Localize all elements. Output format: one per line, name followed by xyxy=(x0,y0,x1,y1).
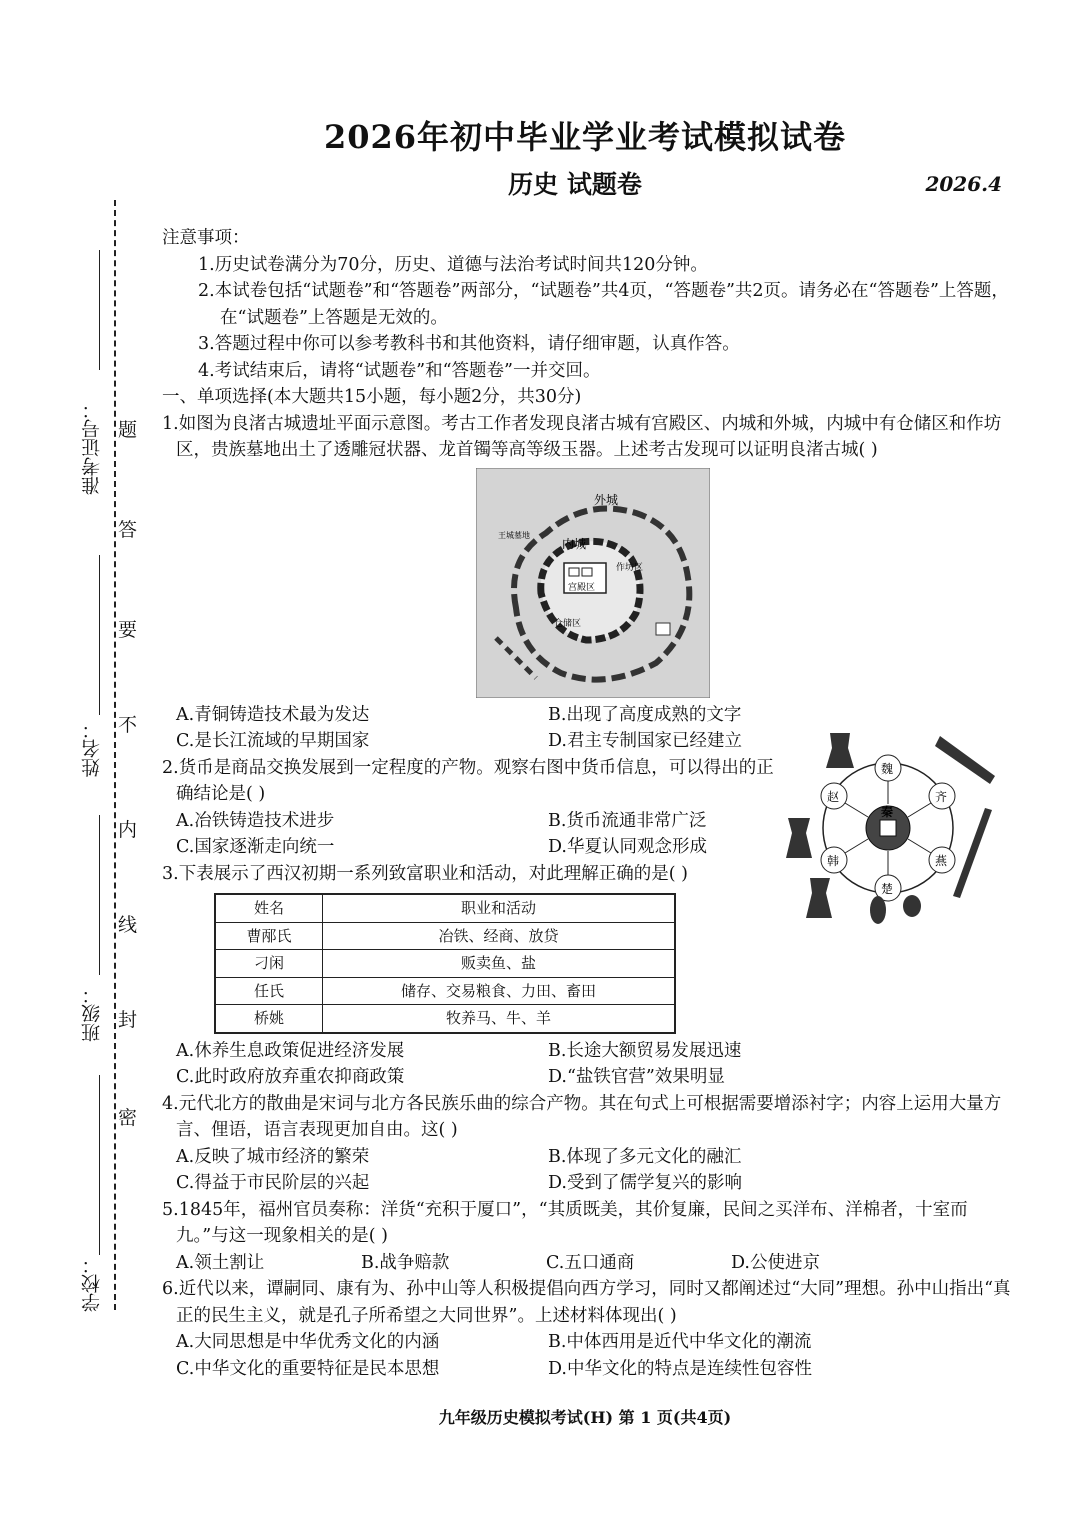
seal-char: 内 xyxy=(118,819,138,841)
option-b[interactable]: B.长途大额贸易发展迅速 xyxy=(548,1040,742,1061)
map-label: 仓储区 xyxy=(554,618,582,629)
option-b[interactable]: B.战争赔款 xyxy=(361,1252,450,1273)
option-d[interactable]: D.受到了儒学复兴的影响 xyxy=(548,1173,742,1193)
school-label: 学校： xyxy=(81,1255,103,1312)
notice-item: 3.答题过程中你可以参考教科书和其他资料，请仔细审题，认真作答。 xyxy=(198,334,740,354)
table-header: 姓名 xyxy=(215,894,323,922)
map-label: 王城墓地 xyxy=(498,530,530,540)
coin-diagram xyxy=(770,728,1002,928)
map-label: 作坊区 xyxy=(616,562,644,573)
section-heading: 一、单项选择(本大题共15小题，每小题2分，共30分) xyxy=(162,387,582,407)
notice-item: 1.历史试卷满分为70分，历史、道德与法治考试时间共120分钟。 xyxy=(198,254,708,275)
table-cell: 牧养马、牛、羊 xyxy=(323,1005,676,1033)
name-label: 姓名： xyxy=(81,720,103,777)
options-q6 xyxy=(162,1329,1020,1382)
notice-item: 2.本试卷包括“试题卷”和“答题卷”两部分，“试题卷”共4页，“答题卷”共2页。请务必在“答题卷”上答题，在“试题卷”上答题是无效的。 xyxy=(198,281,1009,328)
option-c[interactable]: C.得益于市民阶层的兴起 xyxy=(176,1173,370,1193)
coin-state-label: 楚 xyxy=(881,882,894,896)
question-4: 4.元代北方的散曲是宋词与北方各民族乐曲的综合产物。其在句式上可根据需要增添衬字；内容上运用大量方言、俚语，语言表现更加自由。这( ) xyxy=(162,1093,1002,1140)
seal-char: 密 xyxy=(118,1107,138,1129)
table-row xyxy=(215,1005,675,1033)
options-q5 xyxy=(162,1250,1020,1277)
option-c[interactable]: C.中华文化的重要特征是民本思想 xyxy=(176,1358,440,1379)
map-label: 外城 xyxy=(594,492,619,507)
occupation-table xyxy=(214,893,676,1034)
name-line xyxy=(99,555,100,715)
option-a[interactable]: A.休养生息政策促进经济发展 xyxy=(176,1040,405,1061)
table-row xyxy=(215,922,675,950)
option-d[interactable]: D.“盐铁官营”效果明显 xyxy=(548,1067,725,1087)
table-row xyxy=(215,977,675,1005)
seal-char: 要 xyxy=(118,619,138,641)
question-2: 2.货币是商品交换发展到一定程度的产物。观察右图中货币信息，可以得出的正确结论是( ) xyxy=(162,757,774,804)
option-b[interactable]: B.中体西用是近代中华文化的潮流 xyxy=(548,1332,812,1352)
option-d[interactable]: D.公使进京 xyxy=(731,1252,820,1273)
coin-state-label: 魏 xyxy=(881,762,894,776)
class-line xyxy=(99,815,100,975)
coin-state-label: 韩 xyxy=(827,854,840,868)
option-c[interactable]: C.此时政府放弃重农抑商政策 xyxy=(176,1067,405,1087)
exam-date: 2026.4 xyxy=(925,172,1002,196)
seal-char: 线 xyxy=(118,914,138,936)
page-footer: 九年级历史模拟考试(H) 第 1 页(共4页) xyxy=(438,1408,732,1427)
option-a[interactable]: A.青铜铸造技术最为发达 xyxy=(176,704,370,725)
seal-char: 答 xyxy=(118,519,138,541)
option-d[interactable]: D.君主专制国家已经建立 xyxy=(548,731,742,751)
seal-char: 题 xyxy=(118,419,138,441)
page-title: 2026年初中毕业学业考试模拟试卷 xyxy=(323,118,847,156)
option-b[interactable]: B.货币流通非常广泛 xyxy=(548,810,707,831)
question-6: 6.近代以来，谭嗣同、康有为、孙中山等人积极提倡向西方学习，同时又都阐述过“大同”理想。孙中山指出“真正的民生主义，就是孔子所希望之大同世界”。上述材料体现出( ) xyxy=(162,1279,1011,1326)
option-a[interactable]: A.反映了城市经济的繁荣 xyxy=(176,1146,370,1167)
notice-item: 4.考试结束后，请将“试题卷”和“答题卷”一并交回。 xyxy=(198,360,601,381)
option-c[interactable]: C.国家逐渐走向统一 xyxy=(176,837,335,857)
question-1: 1.如图为良渚古城遗址平面示意图。考古工作者发现良渚古城有宫殿区、内城和外城，内城中有仓储区和作坊区，贵族墓地出土了透雕冠状器、龙首镯等高等级玉器。上述考古发现可以证明良渚古城( ) xyxy=(162,413,1002,460)
option-a[interactable]: A.冶铁铸造技术进步 xyxy=(176,810,335,831)
table-cell: 刁闲 xyxy=(215,950,323,978)
option-d[interactable]: D.华夏认同观念形成 xyxy=(548,837,707,857)
binding-line xyxy=(114,200,116,1310)
option-a[interactable]: A.领土割让 xyxy=(176,1252,265,1273)
option-c[interactable]: C.是长江流域的早期国家 xyxy=(176,731,370,751)
coin-state-label: 赵 xyxy=(827,790,840,804)
seal-char: 不 xyxy=(118,714,138,736)
school-line xyxy=(99,1075,100,1255)
map-label: 宫殿区 xyxy=(568,582,596,593)
admission-number-label: 准考证号： xyxy=(81,400,103,495)
admission-number-line xyxy=(99,250,100,370)
class-label: 班级： xyxy=(81,985,103,1042)
option-b[interactable]: B.体现了多元文化的融汇 xyxy=(548,1146,742,1167)
table-row xyxy=(215,950,675,978)
table-cell: 曹邴氏 xyxy=(215,922,323,950)
table-cell: 任氏 xyxy=(215,977,323,1005)
question-3: 3.下表展示了西汉初期一系列致富职业和活动，对此理解正确的是( ) xyxy=(162,863,688,884)
question-5: 5.1845年，福州官员奏称：洋货“充积于厦口”，“其质既美，其价复廉，民间之买洋布、洋棉者，十室而九。”与这一现象相关的是( ) xyxy=(162,1199,968,1246)
table-cell: 储存、交易粮食、力田、畜田 xyxy=(323,977,676,1005)
map-label: 内城 xyxy=(562,536,587,551)
coin-state-label: 齐 xyxy=(935,790,948,804)
table-cell: 桥姚 xyxy=(215,1005,323,1033)
options-q4 xyxy=(162,1144,1020,1197)
coin-state-label: 燕 xyxy=(935,854,948,868)
seal-char: 封 xyxy=(118,1009,138,1031)
option-b[interactable]: B.出现了高度成熟的文字 xyxy=(548,704,742,725)
table-cell: 贩卖鱼、盐 xyxy=(323,950,676,978)
option-d[interactable]: D.中华文化的特点是连续性包容性 xyxy=(548,1358,812,1379)
table-cell: 冶铁、经商、放贷 xyxy=(323,922,676,950)
coin-center-label: 秦 xyxy=(881,805,894,819)
option-c[interactable]: C.五口通商 xyxy=(546,1252,635,1273)
options-q3 xyxy=(162,1038,1020,1091)
liangzhu-map-figure xyxy=(476,468,710,698)
page-subtitle: 历史 试题卷 xyxy=(508,170,642,199)
table-header: 职业和活动 xyxy=(323,894,676,922)
notice-heading: 注意事项： xyxy=(162,228,250,248)
option-a[interactable]: A.大同思想是中华优秀文化的内涵 xyxy=(176,1332,440,1352)
